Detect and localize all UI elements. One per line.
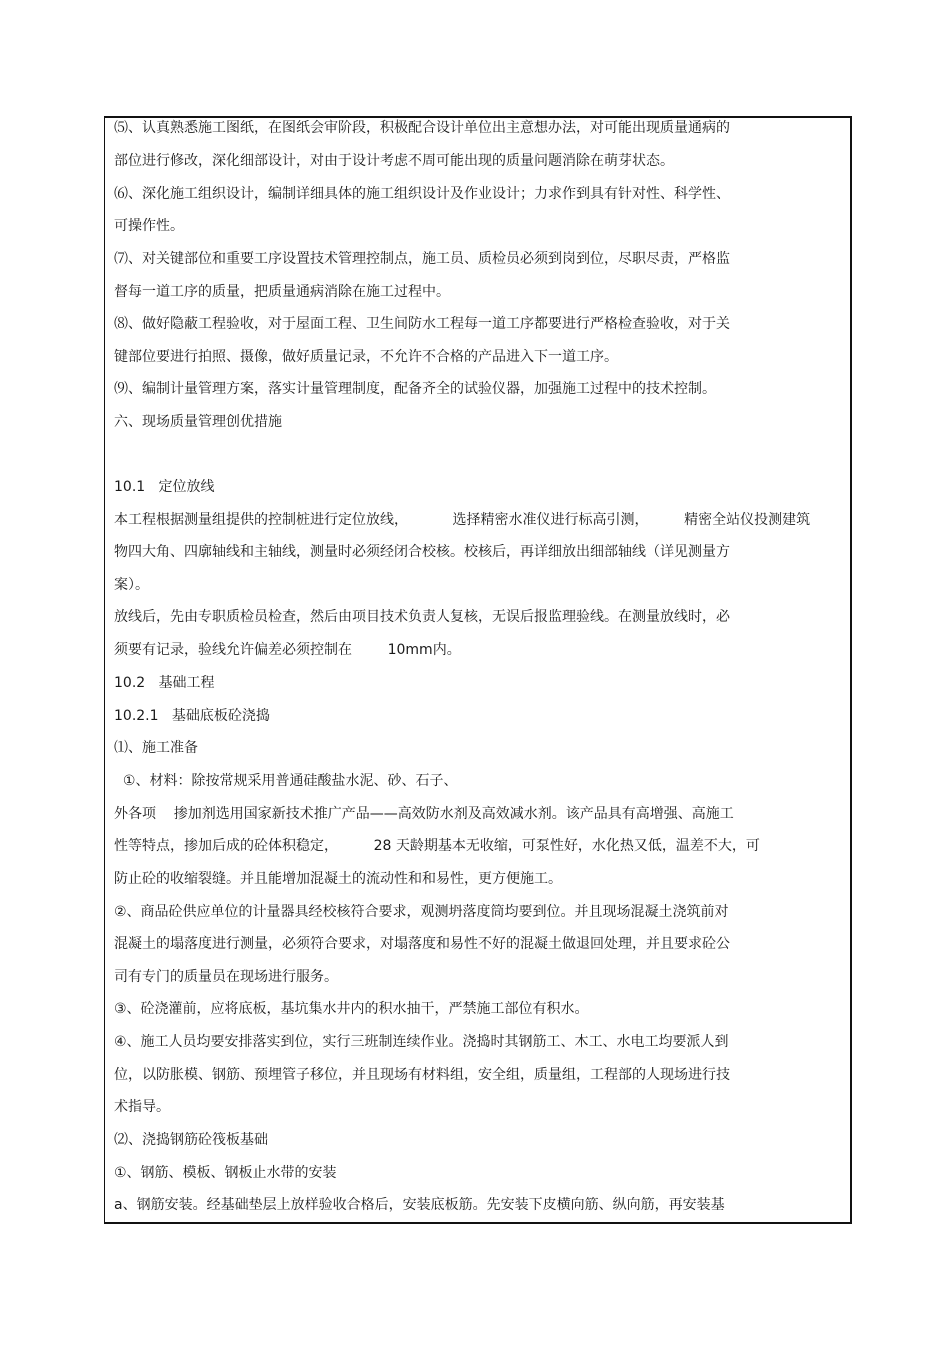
text-line: 案）。 xyxy=(114,577,149,593)
text-line: ①、材料：除按常规采用普通硅酸盐水泥、砂、石子、 xyxy=(114,773,458,789)
text-line: ⑼、编制计量管理方案，落实计量管理制度，配备齐全的试验仪器，加强施工过程中的技术控制。 xyxy=(114,381,716,397)
text-line: ④、施工人员均要安排落实到位，实行三班制连续作业。浇捣时其钢筋工、木工、水电工均要派人到 xyxy=(114,1034,729,1050)
text-line: 本工程根据测量组提供的控制桩进行定位放线， 选择精密水准仪进行标高引测， 精密全站仪投测建筑 xyxy=(114,512,811,528)
section-heading: 10.2.1 基础底板砼浇捣 xyxy=(114,708,270,724)
text-line: 键部位要进行拍照、摄像，做好质量记录，不允许不合格的产品进入下一道工序。 xyxy=(114,349,618,365)
text-line: 术指导。 xyxy=(114,1099,170,1115)
text-line: ⑸、认真熟悉施工图纸，在图纸会审阶段，积极配合设计单位出主意想办法，对可能出现质量通病的 xyxy=(114,120,730,136)
text-line: 性等特点，掺加后成的砼体积稳定， 28 天龄期基本无收缩，可泵性好，水化热又低，温差不大，可 xyxy=(114,838,760,854)
text-line: ②、商品砼供应单位的计量器具经校核符合要求，观测坍落度筒均要到位。并且现场混凝土浇筑前对 xyxy=(114,904,729,920)
text-line: a、钢筋安装。经基础垫层上放样验收合格后，安装底板筋。先安装下皮横向筋、纵向筋，再安装基 xyxy=(114,1197,725,1213)
text-line: ③、砼浇灌前，应将底板，基坑集水井内的积水抽干，严禁施工部位有积水。 xyxy=(114,1001,589,1017)
section-heading: 10.1 定位放线 xyxy=(114,479,215,495)
text-line: ⑹、深化施工组织设计，编制详细具体的施工组织设计及作业设计；力求作到具有针对性、科学性、 xyxy=(114,186,730,202)
text-line: 物四大角、四廓轴线和主轴线，测量时必须经闭合校核。校核后，再详细放出细部轴线（详见测量方 xyxy=(114,544,730,560)
text-line: ⑺、对关键部位和重要工序设置技术管理控制点，施工员、质检员必须到岗到位，尽职尽责，严格监 xyxy=(114,251,730,267)
text-line: 须要有记录，验线允许偏差必须控制在 10mm内。 xyxy=(114,642,461,658)
text-line: 位，以防胀模、钢筋、预埋管子移位，并且现场有材料组，安全组，质量组，工程部的人现场进行技 xyxy=(114,1067,730,1083)
text-line: ⑵、浇捣钢筋砼筏板基础 xyxy=(114,1132,268,1148)
text-line: 部位进行修改，深化细部设计，对由于设计考虑不周可能出现的质量问题消除在萌芽状态。 xyxy=(114,153,674,169)
text-line: 外各项 掺加剂选用国家新技术推广产品——高效防水剂及高效减水剂。该产品具有高增强、高施工 xyxy=(114,806,734,822)
section-heading: 六、现场质量管理创优措施 xyxy=(114,414,282,430)
text-line: 防止砼的收缩裂缝。并且能增加混凝土的流动性和和易性，更方便施工。 xyxy=(114,871,562,887)
text-line: ①、钢筋、模板、钢板止水带的安装 xyxy=(114,1165,337,1181)
section-heading: 10.2 基础工程 xyxy=(114,675,215,691)
text-line: 可操作性。 xyxy=(114,218,184,234)
text-line: 混凝土的塌落度进行测量，必须符合要求，对塌落度和易性不好的混凝土做退回处理，并且要求砼公 xyxy=(114,936,730,952)
text-line: ⑴、施工准备 xyxy=(114,740,198,756)
text-line: ⑻、做好隐蔽工程验收，对于屋面工程、卫生间防水工程每一道工序都要进行严格检查验收，对于关 xyxy=(114,316,730,332)
text-line: 督每一道工序的质量，把质量通病消除在施工过程中。 xyxy=(114,284,450,300)
text-line: 司有专门的质量员在现场进行服务。 xyxy=(114,969,338,985)
text-line: 放线后，先由专职质检员检查，然后由项目技术负责人复核，无误后报监理验线。在测量放线时，必 xyxy=(114,609,730,625)
